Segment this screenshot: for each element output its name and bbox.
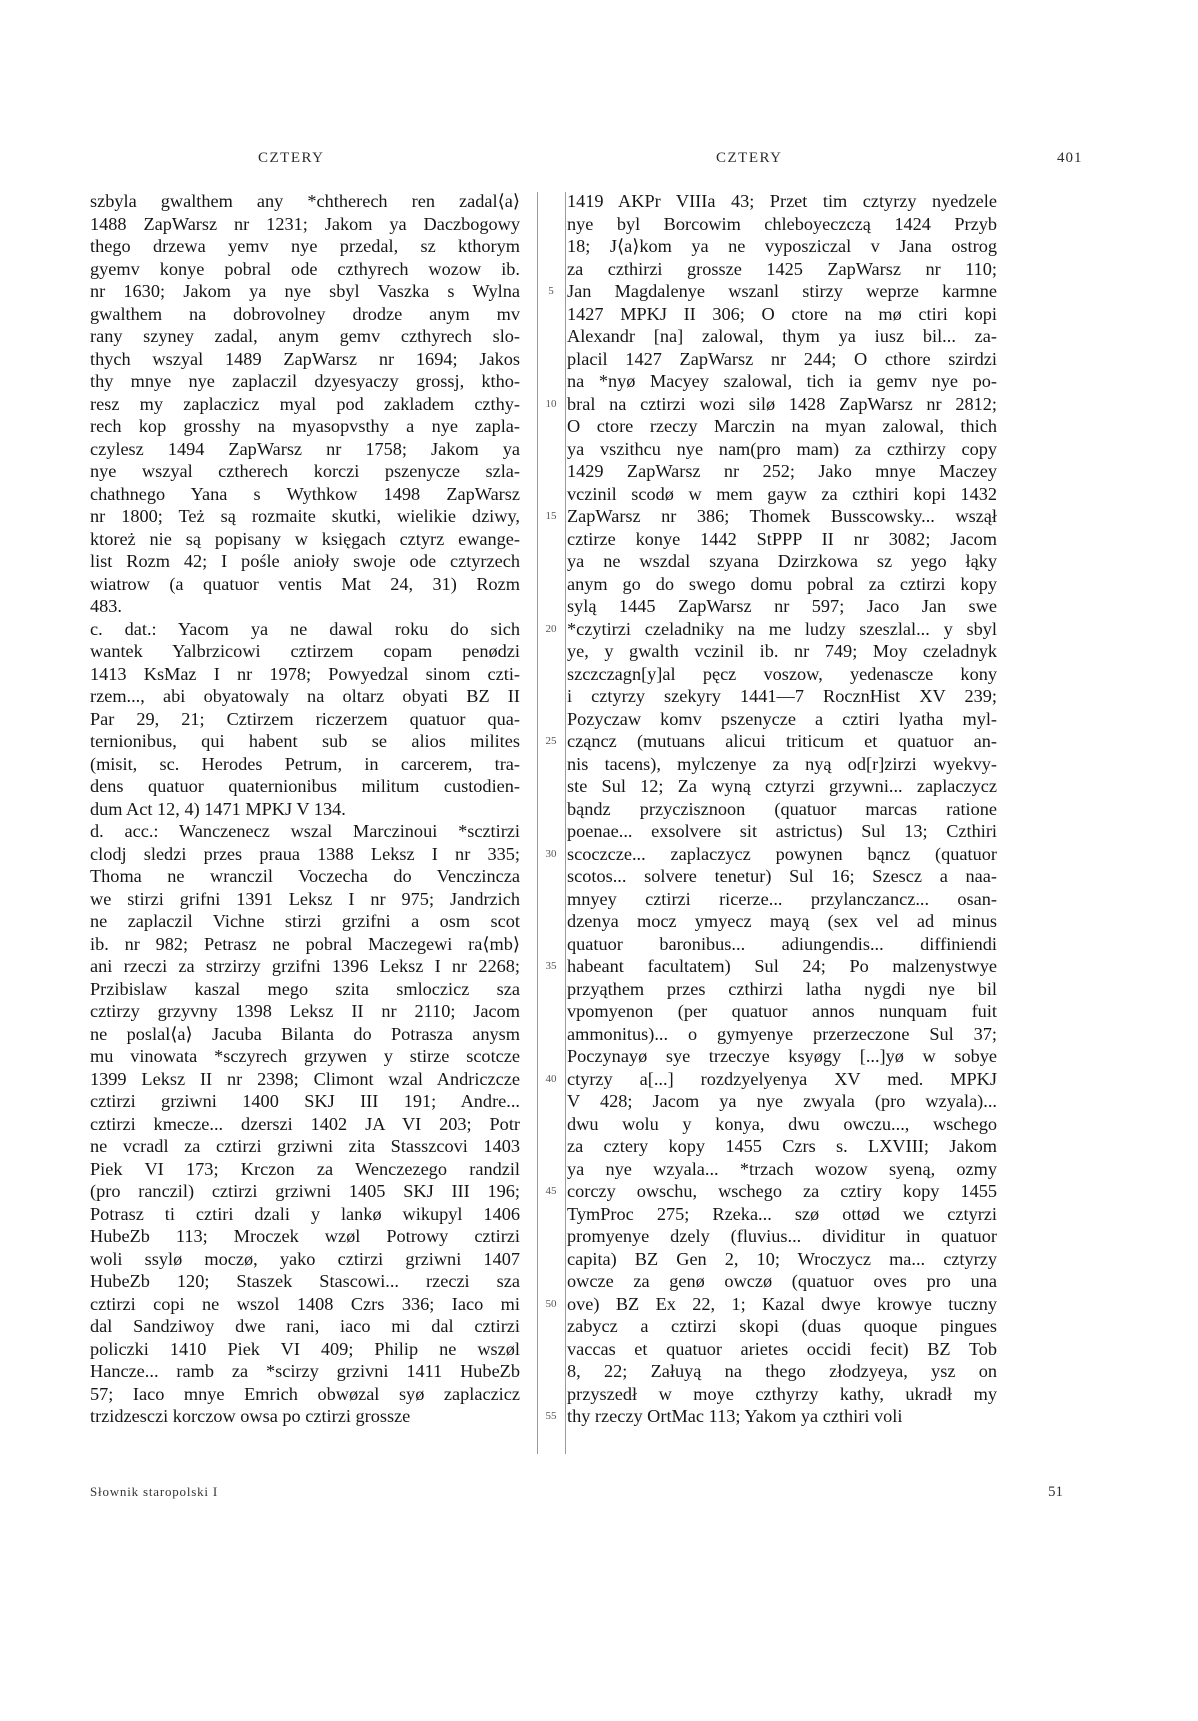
line-number: 45 <box>545 1185 557 1197</box>
text-line: rech kop grosshy na myasopvsthy a nye zapla- <box>90 416 520 436</box>
text-line: 57; Iaco mnye Emrich obwøzal syø zaplaczicz <box>90 1383 520 1404</box>
text-line: placil 1427 ZapWarsz nr 244; O cthore szirdzi <box>567 348 997 369</box>
text-line: Poczynayø sye trzeczye ksyøgy [...]yø w sobye <box>567 1046 997 1066</box>
text-line: wiatrow (a quatuor ventis Mat 24, 31) Rozm <box>90 573 520 594</box>
text-line: mnyey cztirzi ricerze... przylanczancz... osan- <box>567 888 997 909</box>
page-number: 401 <box>1057 150 1083 166</box>
line-number: 30 <box>545 847 557 860</box>
text-line: ove) BZ Ex 22, 1; Kazal dwye krowye tuczny <box>567 1293 997 1314</box>
text-line: dzenya mocz ymyecz mayą (sex vel ad minus <box>567 911 997 931</box>
text-line: cztirzy grzyvny 1398 Leksz II nr 2110; Jacom <box>90 1001 520 1021</box>
text-line: cztirzi copi ne wszol 1408 Czrs 336; Iaco mi <box>90 1293 520 1314</box>
text-line: ktoreż nie są popisany w księgach cztyrz ewange- <box>90 528 520 549</box>
text-line: O ctore rzeczy Marczin na myan zalowal, thich <box>567 416 997 436</box>
text-line: we stirzi grifni 1391 Leksz I nr 975; Jandrzich <box>90 888 520 909</box>
text-line: promyenye dzely (fluvius... dividitur in quatuor <box>567 1226 997 1246</box>
text-line: mu vinowata *sczyrech grzywen y stirze scotcze <box>90 1046 520 1066</box>
text-line: thego drzewa yemv nye przedal, sz kthorym <box>90 236 520 256</box>
text-line: rany szyney zadal, anym gemv czthyrech slo- <box>90 326 520 346</box>
text-line: cztirzi kmecze... dzerszi 1402 JA VI 203; Potr <box>90 1113 520 1134</box>
text-line: habeant facultatem) Sul 24; Po malzenystwye <box>567 956 997 976</box>
text-line: bąndz przyczisznoon (quatuor marcas ratione <box>567 798 997 819</box>
text-line: capita) BZ Gen 2, 10; Wroczycz ma... cztyrzy <box>567 1248 997 1269</box>
footer-sheet-number: 51 <box>1048 1484 1063 1500</box>
text-line: 8, 22; Załuyą na thego złodzyeya, ysz on <box>567 1361 997 1381</box>
text-line: (misit, sc. Herodes Petrum, in carcerem, tra- <box>90 753 520 774</box>
text-line: na *nyø Macyey szalowal, tich ia gemv nye po- <box>567 371 997 391</box>
text-line: ye, y gwalth vczinil ib. nr 749; Moy czeladnyk <box>567 641 997 661</box>
text-line: wantek Yalbrzicowi cztirzem copam penødzi <box>90 641 520 661</box>
text-line: ib. nr 982; Petrasz ne pobral Maczegewi ra⟨mb⟩ <box>90 933 520 954</box>
text-line: cztirzi grziwni 1400 SKJ III 191; Andre... <box>90 1091 520 1111</box>
running-head-left: CZTERY <box>258 150 325 166</box>
text-line: ne vcradl za cztirzi grziwni zita Stasszcovi 1403 <box>90 1136 520 1156</box>
text-line: ctyrzy a[...] rozdzyelyenya XV med. MPKJ <box>567 1068 997 1089</box>
text-line: gyemv konye pobral ode czthyrech wozow ib. <box>90 258 520 279</box>
text-line: nye wszyal cztherech korczi pszenycze szla- <box>90 461 520 481</box>
text-line: resz my zaplaczicz myal pod zakladem czthy- <box>90 393 520 414</box>
text-line: nr 1630; Jakom ya nye sbyl Vaszka s Wylna <box>90 281 520 301</box>
text-line: clodj sledzi przes praua 1388 Leksz I nr 335; <box>90 843 520 864</box>
text-line: vaccas et quatuor arietes occidi fecit) BZ Tob <box>567 1338 997 1359</box>
line-number: 55 <box>545 1410 557 1422</box>
text-line: cząncz (mutuans alicui triticum et quatuor an- <box>567 731 997 751</box>
text-line: 1429 ZapWarsz nr 252; Jako mnye Maczey <box>567 461 997 481</box>
text-line: za czthirzi grossze 1425 ZapWarsz nr 110; <box>567 258 997 279</box>
text-line: ne zaplaczil Vichne stirzi grzifni a osm scot <box>90 911 520 931</box>
text-line: scotos... solvere tenetur) Sul 16; Szescz a naa- <box>567 866 997 886</box>
text-line: 1413 KsMaz I nr 1978; Powyedzal sinom czti- <box>90 663 520 684</box>
text-line: dum Act 12, 4) 1471 MPKJ V 134. <box>90 798 346 819</box>
text-line: nye byl Borcowim chleboyeczczą 1424 Przyb <box>567 213 997 234</box>
left-text-column <box>90 190 520 1428</box>
text-line: 1488 ZapWarsz nr 1231; Jakom ya Daczbogowy <box>90 213 520 234</box>
text-line: vpomyenon (per quatuor annos nunquam fuit <box>567 1001 997 1021</box>
text-line: ammonitus)... o gymyenye przerzeczone Sul 37; <box>567 1023 997 1044</box>
text-line: ani rzeczi za strzirzy grzifni 1396 Leksz I nr 2268; <box>90 956 520 976</box>
text-line: c. dat.: Yacom ya ne dawal roku do sich <box>90 618 520 639</box>
text-line: przyąthem przes czthirzi latha nygdi nye bil <box>567 978 997 999</box>
text-line: policzki 1410 Piek VI 409; Philip ne wszøl <box>90 1338 520 1359</box>
text-line: thy mnye nye zaplaczil dzyesyaczy grossj, ktho- <box>90 371 520 391</box>
text-line: Hancze... ramb za *scirzy grzivni 1411 HubeZb <box>90 1361 520 1381</box>
line-number: 5 <box>548 285 554 297</box>
text-line: bral na cztirzi wozi silø 1428 ZapWarsz nr 2812; <box>567 393 997 414</box>
text-line: *czytirzi czeladniky na me ludzy szeszlal... y sbyl <box>567 618 997 639</box>
text-line: anym go do swego domu pobral za cztirzi kopy <box>567 573 997 594</box>
text-line: za cztery kopy 1455 Czrs s. LXVIII; Jakom <box>567 1136 997 1156</box>
text-line: Par 29, 21; Cztirzem riczerzem quatuor qua- <box>90 708 520 729</box>
text-line: przyszedł w moye czthyrzy kathy, ukradł my <box>567 1383 997 1404</box>
text-line: list Rozm 42; I pośle anioły swoje ode cztyrzech <box>90 551 520 571</box>
text-line: Pozyczaw komv pszenycze a cztiri lyatha myl- <box>567 708 997 729</box>
text-line: ya vszithcu nye nam(pro mam) za czthirzy copy <box>567 438 997 459</box>
text-line: poenae... exsolvere sit astrictus) Sul 13; Czthiri <box>567 821 997 841</box>
text-line: quatuor baronibus... adiungendis... diffiniendi <box>567 933 997 954</box>
text-line: thy rzeczy OrtMac 113; Yakom ya czthiri voli <box>567 1406 903 1426</box>
text-line: dens quatuor quaternionibus militum custodien- <box>90 776 520 796</box>
text-line: gwalthem na dobrovolney drodze anym mv <box>90 303 520 324</box>
text-line: szczczagn[y]al pęcz voszow, yedenascze kony <box>567 663 997 684</box>
text-line: woli ssylø moczø, yako cztirzi grziwni 1407 <box>90 1248 520 1269</box>
text-line: Przibislaw kaszal mego szita smloczicz sza <box>90 978 520 999</box>
text-line: thych wszyal 1489 ZapWarsz nr 1694; Jakos <box>90 348 520 369</box>
text-line: Potrasz ti cztiri dzali y lankø wikupyl 1406 <box>90 1203 520 1224</box>
text-line: 483. <box>90 596 122 616</box>
text-line: ne poslal⟨a⟩ Jacuba Bilanta do Potrasza anysm <box>90 1023 520 1044</box>
text-line: nis tacens), mylczenye za nyą od[r]zirzi wyekvy- <box>567 753 997 774</box>
line-number: 35 <box>545 960 557 972</box>
text-line: HubeZb 120; Staszek Stascowi... rzeczi sza <box>90 1271 520 1291</box>
text-line: szbyla gwalthem any *chtherech ren zadal⟨a⟩ <box>90 191 520 211</box>
text-line: Thoma ne wranczil Voczecha do Venczincza <box>90 866 520 886</box>
text-line: 18; J⟨a⟩kom ya ne vyposziczal v Jana ostrog <box>567 236 997 256</box>
text-line: d. acc.: Wanczenecz wszal Marczinoui *scztirzi <box>90 821 520 841</box>
text-line: chathnego Yana s Wythkow 1498 ZapWarsz <box>90 483 520 504</box>
text-line: cztirze konye 1442 StPPP II nr 3082; Jacom <box>567 528 997 549</box>
text-line: Piek VI 173; Krczon za Wenczezego randzil <box>90 1158 520 1179</box>
text-line: ya ne wszdal szyana Dzirzkowa sz yego łąky <box>567 551 997 571</box>
text-line: ya nye wzyala... *trzach wozow syeną, ozmy <box>567 1158 997 1179</box>
text-line: rzem..., abi obyatowaly na oltarz obyati BZ II <box>90 686 520 706</box>
text-line: Alexandr [na] zalowal, thym ya iusz bil... za- <box>567 326 997 346</box>
text-line: ZapWarsz nr 386; Thomek Busscowsky... wszął <box>567 506 997 526</box>
text-line: owcze za genø owczø (quatuor oves pro una <box>567 1271 997 1291</box>
text-line: HubeZb 113; Mroczek wzøl Potrowy cztirzi <box>90 1226 520 1246</box>
text-line: trzidzesczi korczow owsa po cztirzi grossze <box>90 1406 411 1426</box>
running-head-right: CZTERY <box>716 150 783 166</box>
text-line: scoczcze... zaplaczycz powynen bąncz (quatuor <box>567 843 997 864</box>
text-line: Jan Magdalenye wszanl stirzy weprze karmne <box>567 281 997 301</box>
text-line: nr 1800; Też są rozmaite skutki, wielikie dziwy, <box>90 506 520 526</box>
text-line: dal Sandziwoy dwe rani, iaco mi dal cztirzi <box>90 1316 520 1336</box>
text-line: corczy owschu, wschego za cztiry kopy 1455 <box>567 1181 997 1201</box>
line-number: 15 <box>545 510 557 522</box>
line-number: 10 <box>545 397 557 410</box>
text-line: 1399 Leksz II nr 2398; Climont wzal Andriczcze <box>90 1068 520 1089</box>
line-number: 20 <box>545 622 557 635</box>
text-line: ternionibus, qui habent sub se alios milites <box>90 731 520 751</box>
right-text-column <box>567 190 997 1428</box>
text-line: dwu wolu y konya, dwu owczu..., wschego <box>567 1113 997 1134</box>
text-line: 1419 AKPr VIIIa 43; Przet tim cztyrzy nyedzele <box>567 191 997 211</box>
text-line: 1427 MPKJ II 306; O ctore na mø ctiri kopi <box>567 303 997 324</box>
text-line: vczinil scodø w mem gayw za czthiri kopi 1432 <box>567 483 997 504</box>
column-rule-right <box>565 192 566 1454</box>
line-number: 25 <box>545 735 557 747</box>
text-line: ste Sul 12; Za wyną cztyrzi grzywni... zaplaczycz <box>567 776 997 796</box>
line-number: 50 <box>545 1297 557 1310</box>
text-line: zabycz a cztirzi skopi (duas quoque pingues <box>567 1316 997 1336</box>
text-line: TymProc 275; Rzeka... szø ottød we cztyrzi <box>567 1203 997 1224</box>
footer-signature: Słownik staropolski I <box>90 1484 219 1499</box>
text-line: i cztyrzy szekyry 1441—7 RocznHist XV 239; <box>567 686 997 706</box>
text-line: sylą 1445 ZapWarsz nr 597; Jaco Jan swe <box>567 596 997 616</box>
text-line: V 428; Jacom ya nye zwyala (pro wzyala)... <box>567 1091 997 1111</box>
text-line: (pro ranczil) cztirzi grziwni 1405 SKJ III 196; <box>90 1181 520 1201</box>
column-rule-left <box>537 192 538 1454</box>
text-line: czylesz 1494 ZapWarsz nr 1758; Jakom ya <box>90 438 520 459</box>
line-number: 40 <box>545 1072 557 1085</box>
